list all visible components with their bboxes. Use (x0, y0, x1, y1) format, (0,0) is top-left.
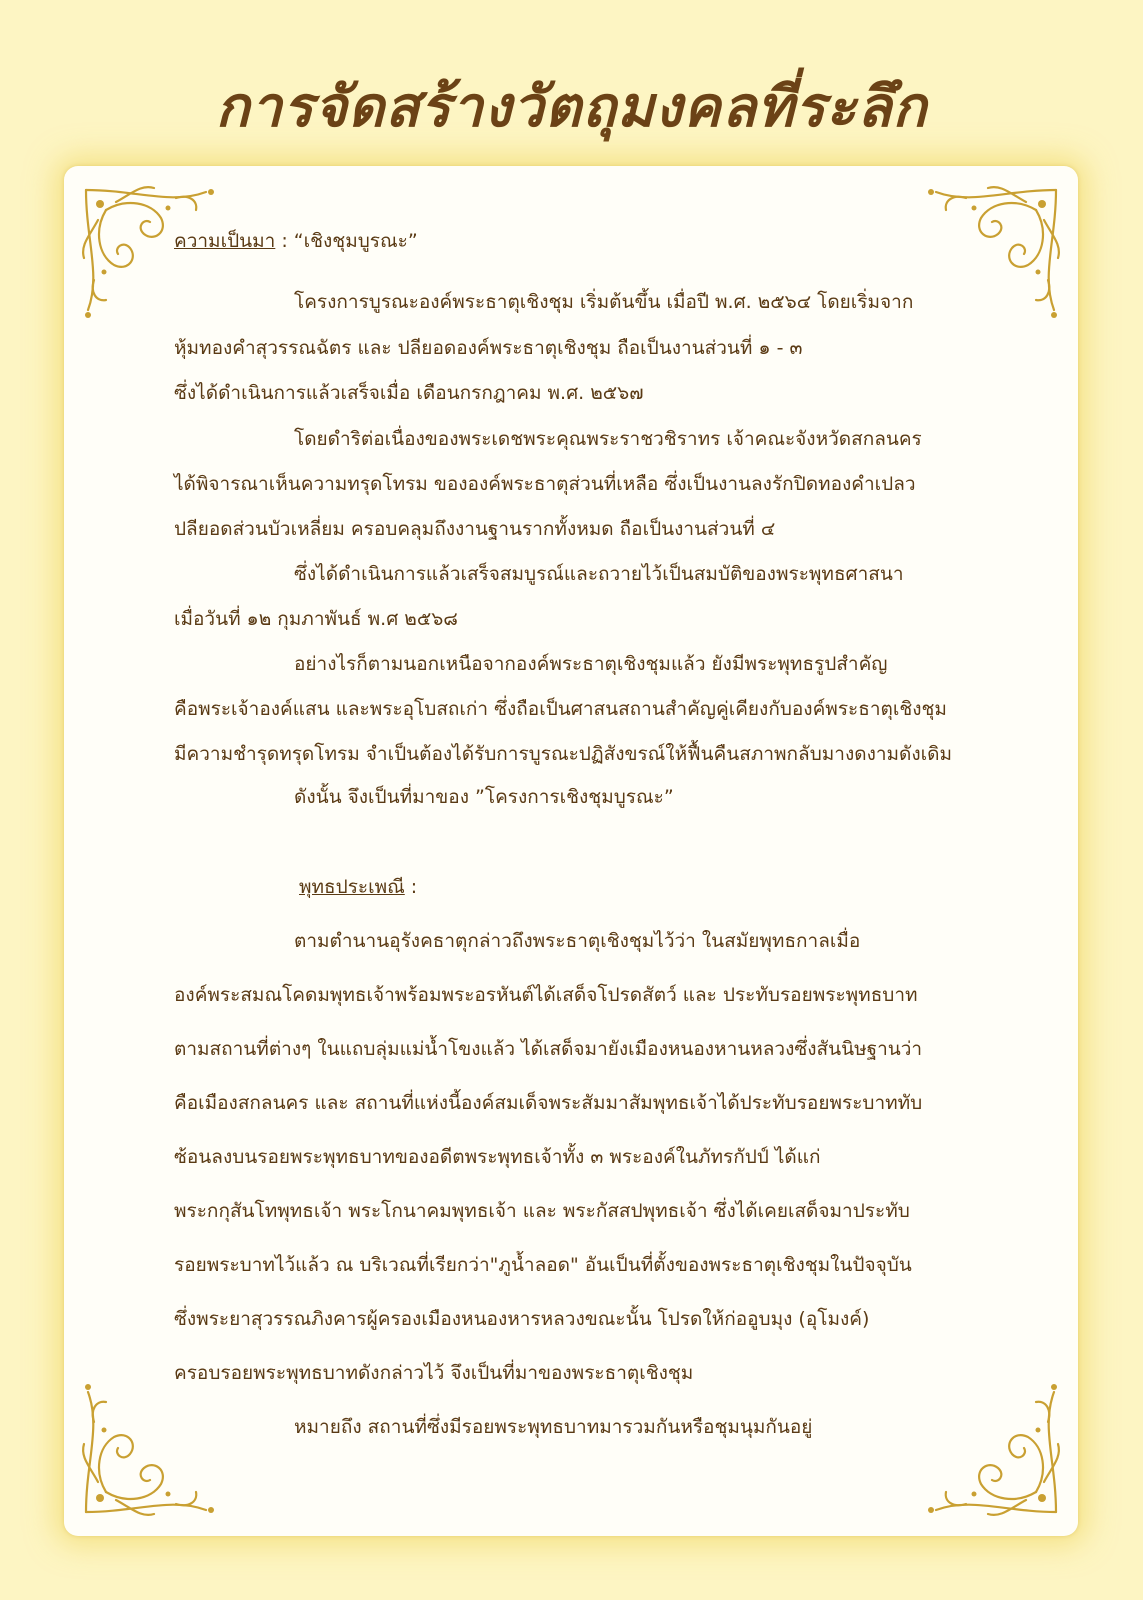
tradition-heading-label: พุทธประเพณี (299, 876, 405, 898)
tradition-line: ครอบรอยพระพุทธบาทดังกล่าวไว้ จึงเป็นที่มาของพระธาตุเชิงชุม (174, 1362, 694, 1384)
tradition-line: ตามสถานที่ต่างๆ ในแถบลุ่มแม่น้ำโขงแล้ว ได้เสด็จมายังเมืองหนองหานหลวงซึ่งสันนิษฐานว่า (174, 1038, 923, 1060)
corner-ornament-icon (76, 1372, 226, 1522)
history-line: อย่างไรก็ตามนอกเหนือจากองค์พระธาตุเชิงชุมแล้ว ยังมีพระพุทธรูปสำคัญ (294, 653, 888, 675)
tradition-line: พระกกุสันโทพุทธเจ้า พระโกนาคมพุทธเจ้า และ พระกัสสปพุทธเจ้า ซึ่งได้เคยเสด็จมาประทับ (174, 1200, 910, 1222)
history-line: หุ้มทองคำสุวรรณฉัตร และ ปลียอดองค์พระธาตุเชิงชุม ถือเป็นงานส่วนที่ ๑ - ๓ (174, 337, 803, 359)
history-line: ดังนั้น จึงเป็นที่มาของ ”โครงการเชิงชุมบูรณะ” (294, 786, 674, 808)
history-line: ได้พิจารณาเห็นความทรุดโทรม ขององค์พระธาตุส่วนที่เหลือ ซึ่งเป็นงานลงรักปิดทองคำเปลว (174, 473, 916, 495)
tradition-line: ซึ่งพระยาสุวรรณภิงคารผู้ครองเมืองหนองหารหลวงขณะนั้น โปรดให้ก่ออูบมุง (อุโมงค์) (174, 1308, 870, 1330)
tradition-line: หมายถึง สถานที่ซึ่งมีรอยพระพุทธบาทมารวมกันหรือชุมนุมกันอยู่ (294, 1416, 813, 1438)
tradition-heading (299, 872, 417, 902)
history-line: โครงการบูรณะองค์พระธาตุเชิงชุม เริ่มต้นขึ้น เมื่อปี พ.ศ. ๒๕๖๔ โดยเริ่มจาก (294, 291, 914, 313)
history-line: คือพระเจ้าองค์แสน และพระอุโบสถเก่า ซึ่งถือเป็นศาสนสถานสำคัญคู่เคียงกับองค์พระธาตุเชิงชุม (174, 698, 947, 720)
history-line: ซึ่งได้ดำเนินการแล้วเสร็จสมบูรณ์และถวายไว้เป็นสมบัติของพระพุทธศาสนา (294, 563, 904, 585)
history-heading-rest: : “เชิงชุมบูรณะ” (275, 230, 418, 252)
corner-ornament-icon (916, 1372, 1066, 1522)
tradition-heading-rest: : (404, 876, 418, 898)
history-line: เมื่อวันที่ ๑๒ กุมภาพันธ์ พ.ศ ๒๕๖๘ (174, 608, 458, 630)
history-line: โดยดำริต่อเนื่องของพระเดชพระคุณพระราชวชิราทร เจ้าคณะจังหวัดสกลนคร (294, 428, 922, 450)
tradition-line: ตามตำนานอุรังคธาตุกล่าวถึงพระธาตุเชิงชุมไว้ว่า ในสมัยพุทธกาลเมื่อ (294, 930, 861, 952)
tradition-line: รอยพระบาทไว้แล้ว ณ บริเวณที่เรียกว่า"ภูน้ำลอด" อันเป็นที่ตั้งของพระธาตุเชิงชุมในปัจจุบัน (174, 1254, 912, 1276)
tradition-line: องค์พระสมณโคดมพุทธเจ้าพร้อมพระอรหันต์ได้เสด็จโปรดสัตว์ และ ประทับรอยพระพุทธบาท (174, 984, 918, 1006)
tradition-line: คือเมืองสกลนคร และ สถานที่แห่งนี้องค์สมเด็จพระสัมมาสัมพุทธเจ้าได้ประทับรอยพระบาททับ (174, 1092, 923, 1114)
content-card (64, 166, 1078, 1536)
history-heading-label: ความเป็นมา (174, 230, 276, 252)
history-line: ปลียอดส่วนบัวเหลี่ยม ครอบคลุมถึงงานฐานรากทั้งหมด ถือเป็นงานส่วนที่ ๔ (174, 518, 776, 540)
tradition-line: ซ้อนลงบนรอยพระพุทธบาทของอดีตพระพุทธเจ้าทั้ง ๓ พระองค์ในภัทรกัปป์ ได้แก่ (174, 1146, 821, 1168)
corner-ornament-icon (916, 180, 1066, 330)
page-title: การจัดสร้างวัตถุมงคลที่ระลึก (215, 74, 928, 140)
history-heading (174, 226, 418, 256)
history-line: มีความชำรุดทรุดโทรม จำเป็นต้องได้รับการบูรณะปฏิสังขรณ์ให้ฟื้นคืนสภาพกลับมางดงามดังเดิม (174, 743, 953, 765)
history-line: ซึ่งได้ดำเนินการแล้วเสร็จเมื่อ เดือนกรกฎาคม พ.ศ. ๒๕๖๗ (174, 382, 644, 404)
